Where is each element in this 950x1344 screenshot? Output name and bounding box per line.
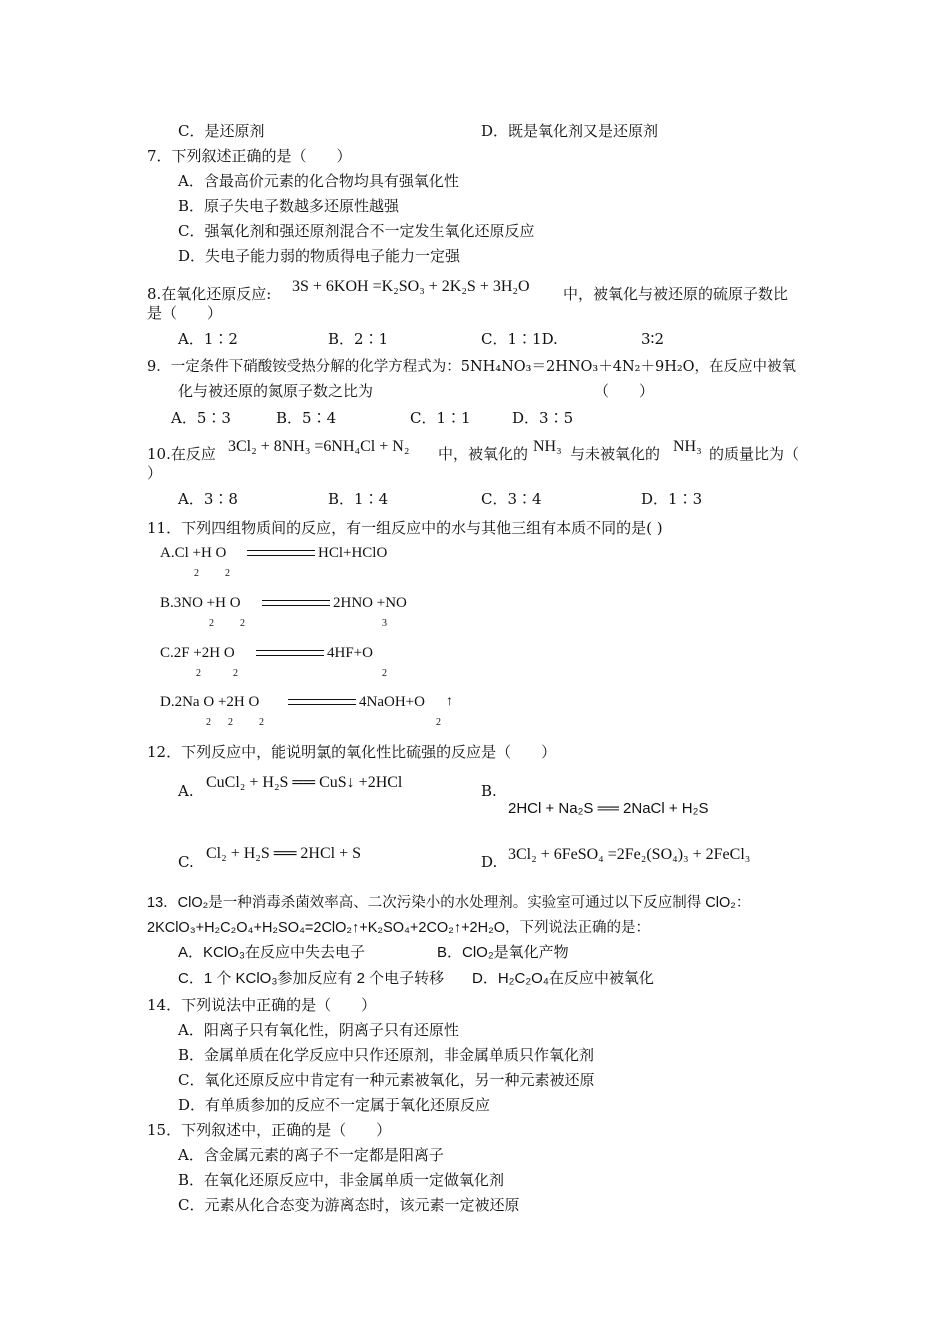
q11-d-sub4: 2 <box>436 717 441 728</box>
q7-stem: 7．下列叙述正确的是（ ） <box>147 147 352 165</box>
q10-option-a: A．3∶8 <box>178 490 238 508</box>
q12-stem: 12．下列反应中，能说明氯的氧化性比硫强的反应是（ ） <box>147 743 557 761</box>
q11-d-equals <box>288 699 356 705</box>
q11-c-sub2: 2 <box>233 668 238 679</box>
q12-b-equation: 2HCl + Na₂S ══ 2NaCl + H₂S <box>508 800 709 817</box>
q10-option-b: B．1∶4 <box>328 490 389 508</box>
q11-b-sub1: 2 <box>209 618 214 629</box>
q13-line1: 13．ClO₂是一种消毒杀菌效率高、二次污染小的水处理剂。实验室可通过以下反应制得 ClO₂： <box>147 895 751 911</box>
q12-b-label: B. <box>481 782 497 800</box>
q9-answer-paren: （ ） <box>594 382 655 400</box>
q11-b-sub3: 3 <box>382 618 387 629</box>
q14-stem: 14．下列说法中正确的是（ ） <box>147 996 377 1014</box>
q13-option-c: C．1 个 KClO₃参加反应有 2 个电子转移 <box>178 970 445 987</box>
q9-line1: 9．一定条件下硝酸铵受热分解的化学方程式为：5NH₄NO₃＝2HNO₃＋4N₂＋9H₂O，在反应中被氧 <box>147 359 797 375</box>
q13-option-d: D．H₂C₂O₄在反应中被氧化 <box>472 970 654 987</box>
q14-option-a: A．阳离子只有氧化性，阴离子只有还原性 <box>178 1021 459 1039</box>
q11-a-equals <box>247 550 315 556</box>
q9-option-d: D．3∶5 <box>512 409 574 427</box>
q9-line2: 化与被还原的氮原子数之比为 <box>178 382 374 400</box>
q13-line2: 2KClO₃+H₂C₂O₄+H₂SO₄=2ClO₂↑+K₂SO₄+2CO₂↑+2H₂O，下列说法正确的是： <box>147 920 651 936</box>
q14-option-d: D．有单质参加的反应不一定属于氧化还原反应 <box>178 1096 491 1114</box>
q11-a-rhs: HCl+HClO <box>318 545 388 561</box>
q7-option-a: A．含最高价元素的化合物均具有强氧化性 <box>178 172 459 190</box>
q10-mid1: 中，被氧化的 <box>438 445 529 463</box>
q8-option-d: 3∶2 <box>641 330 664 348</box>
q15-option-b: B．在氧化还原反应中，非金属单质一定做氧化剂 <box>178 1171 505 1189</box>
q7-option-c: C．强氧化剂和强还原剂混合不一定发生氧化还原反应 <box>178 222 535 240</box>
q10-suffix: 的质量比为（ <box>709 445 800 463</box>
q11-c-rhs: 4HF+O <box>327 645 373 661</box>
q10-nh3-a: NH₃ <box>533 438 562 455</box>
q9-option-a: A．5∶3 <box>171 409 231 427</box>
q12-c-equation: Cl₂ + H₂S ══ 2HCl + S <box>206 845 362 862</box>
q7-option-b: B．原子失电子数越多还原性越强 <box>178 197 400 215</box>
q13-option-a: A．KClO₃在反应中失去电子 <box>178 944 365 961</box>
q6-option-d: D．既是氧化剂又是还原剂 <box>481 122 659 140</box>
q14-option-c: C．氧化还原反应中肯定有一种元素被氧化，另一种元素被还原 <box>178 1071 595 1089</box>
q10-prefix: 10.在反应 <box>147 445 216 463</box>
q12-d-label: D. <box>481 853 498 871</box>
q11-d-lhs: D.2Na O +2H O <box>160 694 260 710</box>
q14-option-b: B．金属单质在化学反应中只作还原剂，非金属单质只作氧化剂 <box>178 1046 595 1064</box>
q15-option-c: C．元素从化合态变为游离态时，该元素一定被还原 <box>178 1196 520 1214</box>
q13-option-b: B．ClO₂是氧化产物 <box>437 944 569 961</box>
q10-option-d: D．1∶3 <box>641 490 703 508</box>
q11-c-equals <box>256 650 324 656</box>
q8-prefix: 8.在氧化还原反应: <box>147 285 272 303</box>
q11-b-equals <box>262 600 330 606</box>
q15-option-a: A．含金属元素的离子不一定都是阳离子 <box>178 1146 444 1164</box>
q10-mid2: 与未被氧化的 <box>570 445 661 463</box>
q8-option-b: B．2∶1 <box>328 330 389 348</box>
q11-a-sub2: 2 <box>225 568 230 579</box>
q11-a-sub1: 2 <box>194 568 199 579</box>
q11-d-gas-arrow: ↑ <box>446 694 453 709</box>
q10-line2: ） <box>147 464 163 482</box>
q12-a-label: A. <box>178 782 194 800</box>
q12-a-equation: CuCl₂ + H₂S ══ CuS↓ +2HCl <box>206 774 403 791</box>
q10-equation: 3Cl₂ + 8NH₃ =6NH₄Cl + N₂ <box>228 438 410 455</box>
q11-d-sub2: 2 <box>228 717 233 728</box>
q11-c-sub1: 2 <box>196 668 201 679</box>
q9-option-b: B．5∶4 <box>276 409 337 427</box>
q11-d-sub3: 2 <box>259 717 264 728</box>
q11-a-lhs: A.Cl +H O <box>160 545 227 561</box>
q8-option-c: C．1∶1D. <box>481 330 558 348</box>
q15-stem: 15．下列叙述中，正确的是（ ） <box>147 1121 392 1139</box>
q10-option-c: C．3∶4 <box>481 490 542 508</box>
q8-line2: 是（ ） <box>147 304 223 322</box>
q10-nh3-b: NH₃ <box>673 438 702 455</box>
q8-suffix: 中，被氧化与被还原的硫原子数比 <box>563 285 789 303</box>
q12-c-label: C. <box>178 853 194 871</box>
q11-c-lhs: C.2F +2H O <box>160 645 235 661</box>
q11-b-rhs: 2HNO +NO <box>333 595 407 611</box>
q11-b-lhs: B.3NO +H O <box>160 595 241 611</box>
q6-option-c: C．是还原剂 <box>178 122 265 140</box>
q9-option-c: C．1∶1 <box>410 409 471 427</box>
q8-equation: 3S + 6KOH =K₂SO₃ + 2K₂S + 3H₂O <box>292 278 530 295</box>
q11-d-rhs: 4NaOH+O <box>359 694 425 710</box>
q12-d-equation: 3Cl₂ + 6FeSO₄ =2Fe₂(SO₄)₃ + 2FeCl₃ <box>508 846 751 863</box>
q11-b-sub2: 2 <box>240 618 245 629</box>
q11-d-sub1: 2 <box>206 717 211 728</box>
q11-c-sub3: 2 <box>382 668 387 679</box>
q8-option-a: A．1∶2 <box>178 330 238 348</box>
q11-stem: 11．下列四组物质间的反应，有一组反应中的水与其他三组有本质不同的是( ) <box>147 519 663 537</box>
q7-option-d: D．失电子能力弱的物质得电子能力一定强 <box>178 247 461 265</box>
